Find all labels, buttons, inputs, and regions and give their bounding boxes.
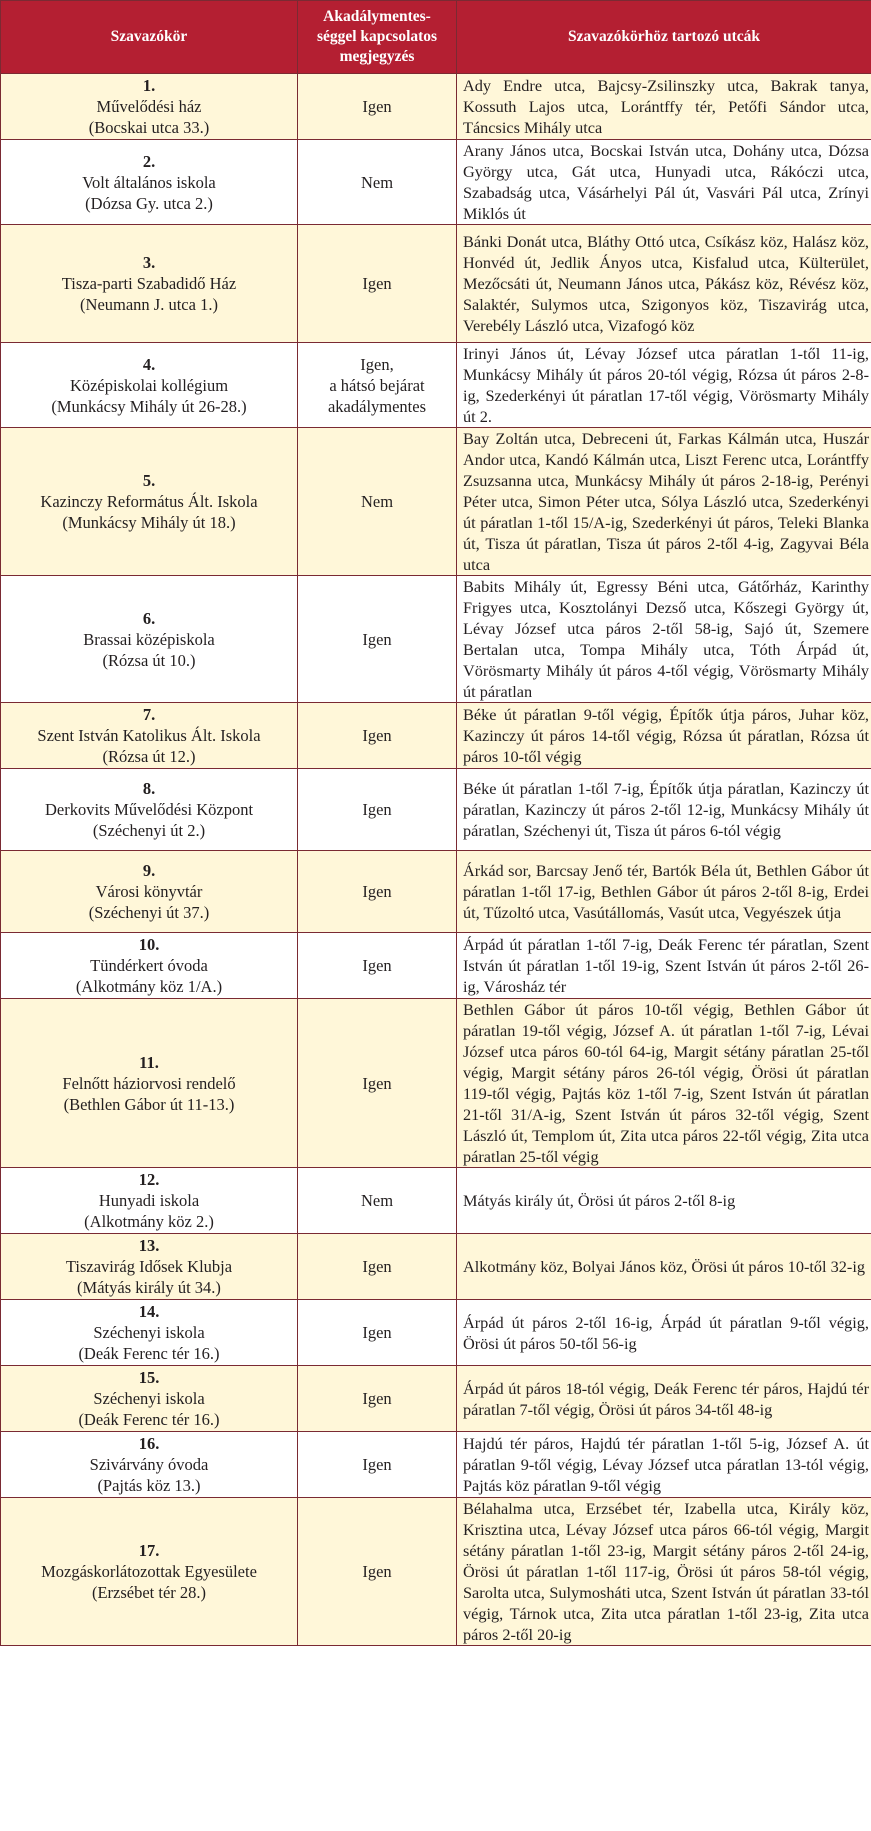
accessibility-note-cell bbox=[298, 703, 457, 769]
district-name: Széchenyi iskola bbox=[93, 1323, 205, 1342]
district-name: Derkovits Művelődési Központ bbox=[44, 800, 254, 819]
district-number: 14. bbox=[138, 1302, 160, 1321]
district-number: 4. bbox=[142, 354, 156, 374]
district-number: 17. bbox=[138, 1541, 160, 1560]
table-row bbox=[1, 933, 871, 999]
table-row bbox=[1, 769, 871, 851]
accessibility-note-cell bbox=[298, 933, 457, 999]
table-row bbox=[1, 74, 871, 140]
table-row bbox=[1, 999, 871, 1168]
district-address: (Bocskai utca 33.) bbox=[88, 118, 210, 137]
streets-cell: Arany János utca, Bocskai István utca, Dohány utca, Dózsa György utca, Gát utca, Hunyadi utca, Rákóczi utca, Szabadság utca, Vásárhelyi Pál út, Vasvári Pál utca, Zrínyi Miklós út bbox=[457, 140, 871, 225]
district-address: (Munkácsy Mihály út 26-28.) bbox=[51, 396, 247, 416]
district-address: (Alkotmány köz 1/A.) bbox=[75, 977, 223, 996]
district-name: Mozgáskorlátozottak Egyesülete bbox=[41, 1562, 257, 1581]
polling-district-cell bbox=[1, 999, 298, 1168]
accessibility-note-line: Igen bbox=[362, 1257, 392, 1276]
district-name: Brassai középiskola bbox=[83, 629, 215, 649]
district-number: 13. bbox=[138, 1236, 160, 1255]
district-number: 10. bbox=[138, 935, 160, 954]
district-address: (Mátyás király út 34.) bbox=[77, 1278, 221, 1297]
district-address: (Neumann J. utca 1.) bbox=[80, 295, 218, 314]
accessibility-note-line: Igen bbox=[362, 1389, 392, 1408]
streets-cell: Bethlen Gábor út páros 10-től végig, Bethlen Gábor út páratlan 19-től végig, József A. út páratlan 1-től 7-ig, Lévai József utca páros 60-tól 64-ig, Margit sétány páratlan 25-től végig, Margit sétány páros 26-tól végig, Örösi út páratlan 119-től végig, Pajtás köz 1-től 7-ig, Szent István út páratlan 21-től 31/A-ig, Szent István út páros 32-től végig, Szent László út, Templom út, Zita utca páros 22-től végig, Zita utca páratlan 25-től végig bbox=[457, 999, 871, 1168]
district-name: Városi könyvtár bbox=[95, 882, 203, 901]
district-name: Felnőtt háziorvosi rendelő bbox=[62, 1073, 236, 1093]
accessibility-note-line: Igen, bbox=[360, 354, 394, 374]
accessibility-note-line: Igen bbox=[362, 726, 392, 745]
district-name: Széchenyi iskola bbox=[93, 1389, 205, 1408]
district-number: 5. bbox=[142, 471, 156, 490]
accessibility-note-cell bbox=[298, 225, 457, 343]
header-row bbox=[1, 1, 871, 74]
district-name: Tiszavirág Idősek Klubja bbox=[65, 1257, 233, 1276]
accessibility-note-line: Igen bbox=[362, 97, 392, 116]
district-number: 8. bbox=[142, 779, 156, 798]
accessibility-note-cell bbox=[298, 1168, 457, 1234]
streets-cell: Bélahalma utca, Erzsébet tér, Izabella utca, Király köz, Krisztina utca, Lévay József utca páros 66-tól végig, Margit sétány páratlan 1-től 23-ig, Margit sétány páros 2-től 24-ig, Örösi út páratlan 1-től 117-ig, Örösi út páros 58-tól végig, Sarolta utca, Sulymosháti utca, Szent István út páratlan 33-tól végig, Tárnok utca, Zita utca páratlan 1-től 23-ig, Zita utca páros 2-től 20-ig bbox=[457, 1498, 871, 1646]
district-name: Volt általános iskola bbox=[82, 172, 216, 192]
header-accessibility-note bbox=[298, 1, 457, 74]
table-row bbox=[1, 225, 871, 343]
table-row bbox=[1, 1300, 871, 1366]
polling-district-cell bbox=[1, 1498, 298, 1646]
polling-district-cell bbox=[1, 1432, 298, 1498]
table-row bbox=[1, 703, 871, 769]
streets-cell: Mátyás király út, Örösi út páros 2-től 8-ig bbox=[457, 1168, 871, 1234]
table-row bbox=[1, 576, 871, 703]
accessibility-note-line: Nem bbox=[360, 1191, 394, 1210]
streets-cell: Alkotmány köz, Bolyai János köz, Örösi út páros 10-től 32-ig bbox=[457, 1234, 871, 1300]
district-number: 3. bbox=[142, 253, 156, 272]
district-address: (Széchenyi út 37.) bbox=[88, 903, 210, 922]
district-address: (Deák Ferenc tér 16.) bbox=[78, 1344, 220, 1363]
header-accessibility-line: Akadálymentes- bbox=[323, 8, 431, 25]
header-polling-district: Szavazókör bbox=[1, 1, 298, 74]
district-number: 1. bbox=[142, 76, 156, 95]
accessibility-note-line: Nem bbox=[360, 172, 394, 192]
polling-district-cell bbox=[1, 933, 298, 999]
table-row bbox=[1, 1366, 871, 1432]
district-number: 16. bbox=[138, 1434, 160, 1453]
streets-cell: Árkád sor, Barcsay Jenő tér, Bartók Béla út, Bethlen Gábor út páratlan 1-től 17-ig, Bethlen Gábor út páros 2-től 8-ig, Erdei út, Tűzoltó utca, Vasútállomás, Vasút utca, Vegyészek útja bbox=[457, 851, 871, 933]
header-streets: Szavazókörhöz tartozó utcák bbox=[457, 1, 871, 74]
streets-cell: Árpád út páratlan 1-től 7-ig, Deák Ferenc tér páratlan, Szent István út páratlan 1-től 19-ig, Szent István út páros 2-től 26-ig, Városház tér bbox=[457, 933, 871, 999]
header-accessibility-line: séggel kapcsolatos bbox=[316, 28, 438, 45]
table-row bbox=[1, 1168, 871, 1234]
accessibility-note-cell bbox=[298, 1366, 457, 1432]
accessibility-note-line: Nem bbox=[360, 492, 394, 511]
accessibility-note-line: Igen bbox=[362, 629, 392, 649]
accessibility-note-cell bbox=[298, 140, 457, 225]
accessibility-note-line: a hátsó bejárat bbox=[329, 375, 425, 395]
polling-district-cell bbox=[1, 1168, 298, 1234]
table-row bbox=[1, 140, 871, 225]
district-name: Hunyadi iskola bbox=[98, 1191, 200, 1210]
table-row bbox=[1, 851, 871, 933]
table-row bbox=[1, 1498, 871, 1646]
accessibility-note-line: akadálymentes bbox=[327, 396, 427, 416]
polling-district-cell bbox=[1, 1300, 298, 1366]
streets-cell: Béke út páratlan 9-től végig, Építők útja páros, Juhar köz, Kazinczy út páros 14-től végig, Rózsa út páratlan, Rózsa út páros 10-től végig bbox=[457, 703, 871, 769]
header-accessibility-line: megjegyzés bbox=[339, 48, 415, 65]
polling-district-cell bbox=[1, 343, 298, 428]
streets-cell: Babits Mihály út, Egressy Béni utca, Gátőrház, Karinthy Frigyes utca, Kosztolányi Dezső utca, Kőszegi György út, Lévay József utca páros 2-től 58-ig, Sajó út, Szemere Bertalan utca, Tompa Mihály utca, Tóth Árpád út, Vörösmarty Mihály út páros 4-től végig, Vörösmarty Mihály út páratlan bbox=[457, 576, 871, 703]
streets-cell: Bánki Donát utca, Bláthy Ottó utca, Csíkász köz, Halász köz, Honvéd út, Jedlik Ányos utca, Kisfalud utca, Külterület, Mezőcsáti út, Neumann János utca, Pákász köz, Révész köz, Salaktér, Sulymos utca, Szigonyos köz, Tiszavirág utca, Verebély László utca, Vizafogó köz bbox=[457, 225, 871, 343]
accessibility-note-line: Igen bbox=[362, 800, 392, 819]
accessibility-note-cell bbox=[298, 74, 457, 140]
accessibility-note-line: Igen bbox=[362, 956, 392, 975]
accessibility-note-cell bbox=[298, 1432, 457, 1498]
streets-cell: Árpád út páros 18-tól végig, Deák Ferenc tér páros, Hajdú tér páratlan 7-től végig, Örösi út páros 34-től 48-ig bbox=[457, 1366, 871, 1432]
district-name: Tündérkert óvoda bbox=[90, 956, 208, 975]
polling-district-cell bbox=[1, 703, 298, 769]
table-row bbox=[1, 1432, 871, 1498]
accessibility-note-line: Igen bbox=[362, 1455, 392, 1474]
accessibility-note-cell bbox=[298, 343, 457, 428]
district-number: 7. bbox=[142, 705, 156, 724]
polling-district-cell bbox=[1, 769, 298, 851]
district-number: 9. bbox=[142, 861, 156, 880]
accessibility-note-line: Igen bbox=[362, 274, 392, 293]
accessibility-note-cell bbox=[298, 1234, 457, 1300]
streets-cell: Árpád út páros 2-től 16-ig, Árpád út páratlan 9-től végig, Örösi út páros 50-től 56-ig bbox=[457, 1300, 871, 1366]
district-number: 12. bbox=[138, 1170, 160, 1189]
accessibility-note-line: Igen bbox=[362, 1323, 392, 1342]
district-name: Középiskolai kollégium bbox=[69, 375, 229, 395]
polling-district-cell bbox=[1, 225, 298, 343]
polling-district-cell bbox=[1, 1366, 298, 1432]
district-address: (Alkotmány köz 2.) bbox=[84, 1212, 214, 1231]
polling-district-cell bbox=[1, 74, 298, 140]
district-name: Művelődési ház bbox=[96, 97, 202, 116]
accessibility-note-line: Igen bbox=[362, 1073, 392, 1093]
polling-district-cell bbox=[1, 428, 298, 576]
accessibility-note-line: Igen bbox=[362, 1562, 392, 1581]
table-row bbox=[1, 343, 871, 428]
district-address: (Rózsa út 12.) bbox=[102, 747, 196, 766]
accessibility-note-cell bbox=[298, 769, 457, 851]
accessibility-note-line: Igen bbox=[362, 882, 392, 901]
district-name: Tisza-parti Szabadidő Ház bbox=[61, 274, 237, 293]
accessibility-note-cell bbox=[298, 999, 457, 1168]
polling-district-cell bbox=[1, 140, 298, 225]
district-number: 15. bbox=[138, 1368, 160, 1387]
district-name: Kazinczy Református Ált. Iskola bbox=[40, 492, 258, 511]
table-row bbox=[1, 428, 871, 576]
district-number: 2. bbox=[142, 151, 156, 171]
accessibility-note-cell bbox=[298, 428, 457, 576]
district-address: (Dózsa Gy. utca 2.) bbox=[85, 193, 213, 213]
district-name: Szent István Katolikus Ált. Iskola bbox=[37, 726, 261, 745]
accessibility-note-cell bbox=[298, 576, 457, 703]
table-row bbox=[1, 1234, 871, 1300]
district-address: (Széchenyi út 2.) bbox=[92, 821, 206, 840]
polling-district-cell bbox=[1, 576, 298, 703]
district-number: 11. bbox=[139, 1052, 159, 1072]
district-number: 6. bbox=[142, 608, 156, 628]
district-name: Szivárvány óvoda bbox=[89, 1455, 209, 1474]
polling-district-cell bbox=[1, 851, 298, 933]
district-address: (Pajtás köz 13.) bbox=[97, 1476, 201, 1495]
streets-cell: Béke út páratlan 1-től 7-ig, Építők útja páratlan, Kazinczy út páratlan, Kazinczy út páros 2-től 12-ig, Munkácsy Mihály út páratlan, Széchenyi út, Tisza út páros 6-tól végig bbox=[457, 769, 871, 851]
district-address: (Erzsébet tér 28.) bbox=[91, 1583, 207, 1602]
streets-cell: Hajdú tér páros, Hajdú tér páratlan 1-től 5-ig, József A. út páratlan 9-től végig, Lévay József utca páratlan 13-tól végig, Pajtás köz páratlan 9-től végig bbox=[457, 1432, 871, 1498]
accessibility-note-cell bbox=[298, 1300, 457, 1366]
polling-district-cell bbox=[1, 1234, 298, 1300]
district-address: (Rózsa út 10.) bbox=[102, 650, 196, 670]
district-address: (Deák Ferenc tér 16.) bbox=[78, 1410, 220, 1429]
streets-cell: Ady Endre utca, Bajcsy-Zsilinszky utca, Bakrak tanya, Kossuth Lajos utca, Lorántffy tér, Petőfi Sándor utca, Táncsics Mihály utca bbox=[457, 74, 871, 140]
streets-cell: Irinyi János út, Lévay József utca páratlan 1-től 11-ig, Munkácsy Mihály út páros 20-tól végig, Rózsa út páros 2-8-ig, Szederkényi út páratlan 17-től végig, Vörösmarty Mihály út 2. bbox=[457, 343, 871, 428]
streets-cell: Bay Zoltán utca, Debreceni út, Farkas Kálmán utca, Huszár Andor utca, Kandó Kálmán utca, Liszt Ferenc utca, Lorántffy Zsuzsanna utca, Munkácsy Mihály út páros 2-18-ig, Perényi Péter utca, Simon Péter utca, Sólya László utca, Szederkényi út páratlan 1-től 15/A-ig, Szederkényi út páros, Teleki Blanka út, Tisza út páratlan, Tisza út páros 2-től 4-ig, Zagyvai Béla utca bbox=[457, 428, 871, 576]
district-address: (Munkácsy Mihály út 18.) bbox=[62, 513, 236, 532]
accessibility-note-cell bbox=[298, 1498, 457, 1646]
table-body bbox=[1, 74, 871, 1646]
accessibility-note-cell bbox=[298, 851, 457, 933]
district-address: (Bethlen Gábor út 11-13.) bbox=[63, 1094, 235, 1114]
